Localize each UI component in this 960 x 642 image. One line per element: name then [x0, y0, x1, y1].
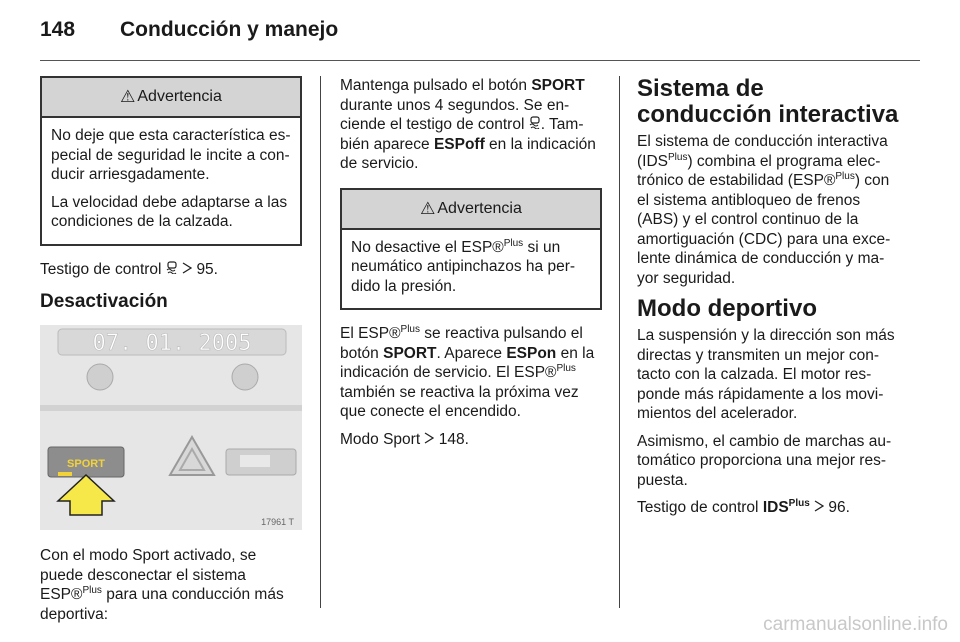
- warning-header: [42, 78, 300, 118]
- column-3: [637, 76, 903, 526]
- warning-title: Advertencia: [437, 199, 522, 217]
- section-heading-sport: Modo deportivo: [637, 295, 817, 322]
- display-date-text: 07. 01. 2005: [92, 331, 252, 356]
- sport-button-illustration: [40, 325, 302, 530]
- control-light-ref: Testigo de control 95.: [40, 260, 218, 278]
- page-reference-arrow-icon[interactable]: [424, 430, 434, 450]
- page-reference-arrow-icon[interactable]: [814, 498, 824, 518]
- warning-text: No desactive el ESP®$^{Plus}$ si un neumático antipinchazos ha per-dido la presión.: [351, 237, 576, 295]
- header-divider: [40, 60, 920, 61]
- section-heading-ids: Sistema de conducción interactiva: [637, 75, 899, 128]
- sport-para-1: La suspensión y la dirección son más directas y transmiten un mejor con-tacto con la calzada. El motor res-ponde más rápidamente a los movi-mientos del acelerador.: [637, 327, 895, 422]
- warning-triangle-icon: ⚠: [120, 87, 136, 107]
- esp-car-skid-icon: [529, 115, 541, 135]
- column-divider-1: [320, 76, 321, 608]
- warning-header: [342, 190, 600, 230]
- column-divider-2: [619, 76, 620, 608]
- ids-control-ref: Testigo de control $IDS^{Plus}$ 96.: [637, 497, 850, 516]
- subheading-desactivacion: Desactivación: [40, 291, 168, 312]
- sport-mode-paragraph: Con el modo Sport activado, se puede desconectar el sistema ESP®$^{Plus}$ para una conducción más deportiva:: [40, 547, 284, 623]
- warning-box-1: [40, 76, 302, 246]
- page-header: [40, 14, 920, 50]
- warning-body: [342, 230, 600, 309]
- page-number: 148: [40, 18, 76, 41]
- warning-box-2: [340, 188, 602, 311]
- sport-mode-ref: Modo Sport 148.: [340, 430, 469, 448]
- hold-sport-paragraph: Mantenga pulsado el botón SPORT durante unos 4 segundos. Se en-ciende el testigo de control . Tam-bién aparece ESPoff en la indicación de servicio.: [340, 77, 596, 172]
- ids-paragraph: El sistema de conducción interactiva $(IDS^{Plus})$ combina el programa elec-trónico de estabilidad (ESP®$^{Plus}$) con el sistema antibloqueo de frenos (ABS) y el control continuo de la amortiguación (CDC) para una exce-lente dinámica de conducción y ma-yor seguridad.: [637, 133, 891, 287]
- sport-para-2: Asimismo, el cambio de marchas au-tomático proporciona una mejor res-puesta.: [637, 432, 892, 489]
- warning-text-2: La velocidad debe adaptarse a las condiciones de la calzada.: [51, 193, 288, 230]
- chapter-title: Conducción y manejo: [120, 18, 339, 41]
- warning-triangle-icon: ⚠: [420, 198, 436, 218]
- sport-button-label: SPORT: [67, 458, 105, 470]
- figure-code: 17961 T: [261, 517, 294, 527]
- warning-title: Advertencia: [137, 88, 222, 106]
- column-1: [40, 76, 302, 632]
- watermark: carmanualsonline.info: [763, 614, 948, 635]
- warning-text-1: No deje que esta característica es-pecial de seguridad le incite a con-ducir arriesgadamente.: [51, 127, 291, 183]
- warning-body: [42, 118, 300, 244]
- reactivation-paragraph: El ESP®$^{Plus}$ se reactiva pulsando el botón SPORT. Aparece ESPon en la indicación de servicio. El ESP®$^{Plus}$ también se reactiva la próxima vez que conecte el encendido.: [340, 323, 595, 420]
- esp-car-skid-icon: [166, 260, 178, 280]
- column-2: [340, 76, 602, 457]
- page-reference-arrow-icon[interactable]: [182, 260, 192, 280]
